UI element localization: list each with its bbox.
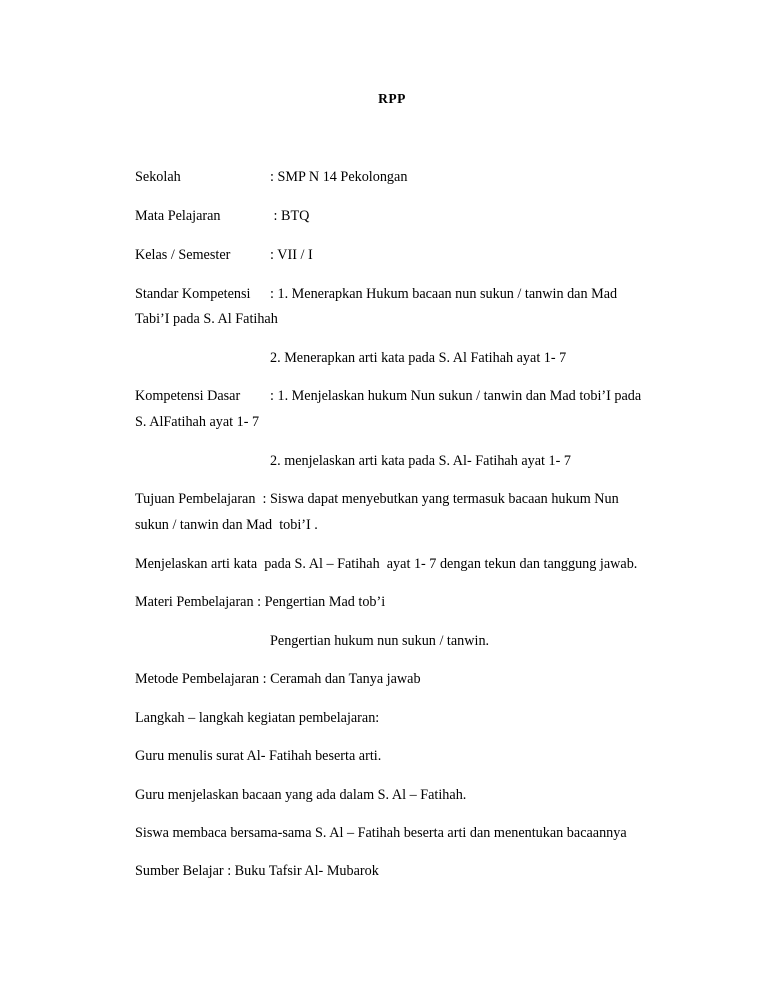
subject-row xyxy=(135,207,310,225)
class-value: : VII / I xyxy=(270,247,313,263)
standar-row xyxy=(135,285,618,303)
standar-item1-line2: Tabi’I pada S. Al Fatihah xyxy=(135,311,278,327)
kompetensi-item1-line2: S. AlFatihah ayat 1- 7 xyxy=(135,414,260,430)
tujuan-line2: sukun / tanwin dan Mad tobi’I . xyxy=(135,517,318,533)
tujuan-line1: Tujuan Pembelajaran : Siswa dapat menyebutkan yang termasuk bacaan hukum Nun xyxy=(135,491,619,507)
document-title: RPP xyxy=(378,91,406,106)
step-2: Guru menjelaskan bacaan yang ada dalam S. Al – Fatihah. xyxy=(135,787,467,803)
kompetensi-row xyxy=(135,387,642,405)
school-row xyxy=(135,168,408,186)
subject-value: : BTQ xyxy=(270,208,310,224)
class-label: Kelas / Semester xyxy=(135,247,231,263)
standar-label: Standar Kompetensi xyxy=(135,286,251,302)
materi-line1: Materi Pembelajaran : Pengertian Mad tob’i xyxy=(135,594,386,610)
step-3: Siswa membaca bersama-sama S. Al – Fatihah beserta arti dan menentukan bacaannya xyxy=(135,825,627,841)
step-1: Guru menulis surat Al- Fatihah beserta arti. xyxy=(135,748,382,764)
sumber-line: Sumber Belajar : Buku Tafsir Al- Mubarok xyxy=(135,863,379,879)
class-row xyxy=(135,246,313,264)
kompetensi-label: Kompetensi Dasar xyxy=(135,388,241,404)
langkah-heading: Langkah – langkah kegiatan pembelajaran: xyxy=(135,710,380,726)
school-value: : SMP N 14 Pekolongan xyxy=(270,169,408,185)
standar-item1-line1: : 1. Menerapkan Hukum bacaan nun sukun / tanwin dan Mad xyxy=(270,286,618,302)
materi-line2: Pengertian hukum nun sukun / tanwin. xyxy=(270,633,490,649)
menjelaskan-objective: Menjelaskan arti kata pada S. Al – Fatihah ayat 1- 7 dengan tekun dan tanggung jawab. xyxy=(135,556,638,572)
subject-label: Mata Pelajaran xyxy=(135,208,221,224)
kompetensi-item1-line1: : 1. Menjelaskan hukum Nun sukun / tanwin dan Mad tobi’I pada xyxy=(270,388,642,404)
standar-item2: 2. Menerapkan arti kata pada S. Al Fatihah ayat 1- 7 xyxy=(270,350,567,366)
metode-line: Metode Pembelajaran : Ceramah dan Tanya jawab xyxy=(135,671,421,687)
school-label: Sekolah xyxy=(135,169,181,185)
kompetensi-item2: 2. menjelaskan arti kata pada S. Al- Fatihah ayat 1- 7 xyxy=(270,453,571,469)
